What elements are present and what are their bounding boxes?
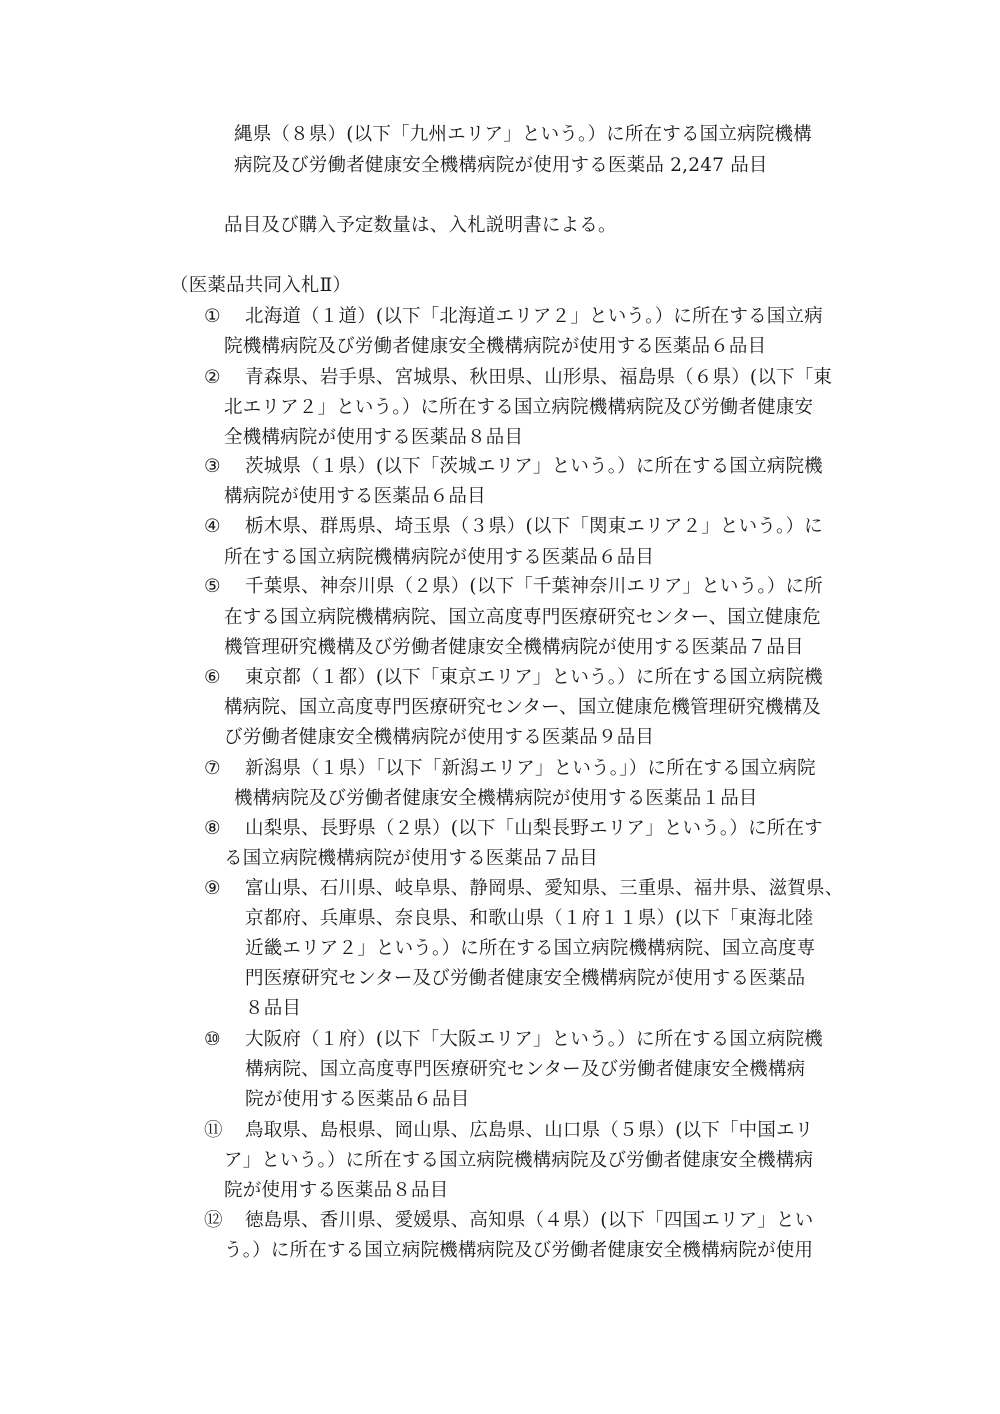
- text-line: 全機構病院が使用する医薬品８品目: [224, 427, 524, 448]
- text-line: 構病院が使用する医薬品６品目: [224, 486, 486, 507]
- section-heading: （医薬品共同入札Ⅱ）: [170, 275, 352, 296]
- item-marker: ④: [204, 516, 221, 537]
- text-line: 徳島県、香川県、愛媛県、高知県（４県）(以下「四国エリア」とい: [245, 1210, 814, 1231]
- text-line: 山梨県、長野県（２県）(以下「山梨長野エリア」という。）に所在す: [245, 818, 823, 839]
- text-line: 京都府、兵庫県、奈良県、和歌山県（１府１１県）(以下「東海北陸: [245, 908, 814, 929]
- text-line: 院機構病院及び労働者健康安全機構病院が使用する医薬品６品目: [224, 336, 767, 357]
- item-marker: ③: [204, 456, 221, 477]
- item-marker: ①: [204, 306, 221, 327]
- text-line: 構病院、国立高度専門医療研究センター、国立健康危機管理研究機構及: [224, 697, 821, 718]
- item-marker: ⑪: [204, 1120, 223, 1141]
- text-line: ８品目: [245, 998, 302, 1019]
- text-line: 千葉県、神奈川県（２県）(以下「千葉神奈川エリア」という。）に所: [245, 576, 823, 597]
- text-line: 院が使用する医薬品６品目: [245, 1089, 470, 1110]
- quantity-note: 品目及び購入予定数量は、入札説明書による。: [224, 215, 617, 236]
- item-marker: ⑨: [204, 878, 221, 899]
- text-line: 青森県、岩手県、宮城県、秋田県、山形県、福島県（６県）(以下「東: [245, 367, 833, 388]
- text-line: 院が使用する医薬品８品目: [224, 1180, 449, 1201]
- text-line: 機構病院及び労働者健康安全機構病院が使用する医薬品１品目: [234, 788, 758, 809]
- text-line: 縄県（８県）(以下「九州エリア」という。）に所在する国立病院機構: [234, 124, 812, 145]
- text-line: 病院及び労働者健康安全機構病院が使用する医薬品 2,247 品目: [234, 155, 768, 176]
- text-line: 門医療研究センター及び労働者健康安全機構病院が使用する医薬品: [245, 968, 806, 989]
- text-line: う。）に所在する国立病院機構病院及び労働者健康安全機構病院が使用: [224, 1240, 814, 1261]
- item-marker: ⑦: [204, 758, 221, 779]
- text-line: 茨城県（１県）(以下「茨城エリア」という。）に所在する国立病院機: [245, 456, 823, 477]
- text-line: 北海道（１道）(以下「北海道エリア２」という。）に所在する国立病: [245, 306, 823, 327]
- text-line: 近畿エリア２」という。）に所在する国立病院機構病院、国立高度専: [245, 938, 816, 959]
- text-line: 機管理研究機構及び労働者健康安全機構病院が使用する医薬品７品目: [224, 637, 804, 658]
- text-line: る国立病院機構病院が使用する医薬品７品目: [224, 848, 599, 869]
- text-line: 鳥取県、島根県、岡山県、広島県、山口県（５県）(以下「中国エリ: [245, 1120, 814, 1141]
- text-line: 所在する国立病院機構病院が使用する医薬品６品目: [224, 547, 655, 568]
- text-line: 大阪府（１府）(以下「大阪エリア」という。）に所在する国立病院機: [245, 1029, 823, 1050]
- text-line: び労働者健康安全機構病院が使用する医薬品９品目: [224, 727, 655, 748]
- text-line: 東京都（１都）(以下「東京エリア」という。）に所在する国立病院機: [245, 667, 823, 688]
- text-line: ア」という。）に所在する国立病院機構病院及び労働者健康安全機構病: [224, 1150, 814, 1171]
- text-line: 栃木県、群馬県、埼玉県（３県）(以下「関東エリア２」という。）に: [245, 516, 823, 537]
- item-marker: ⑧: [204, 818, 221, 839]
- item-marker: ⑩: [204, 1029, 221, 1050]
- item-marker: ⑤: [204, 576, 221, 597]
- text-line: 新潟県（１県）｢以下「新潟エリア」という。｣）に所在する国立病院: [245, 758, 816, 779]
- text-line: 構病院、国立高度専門医療研究センター及び労働者健康安全機構病: [245, 1059, 806, 1080]
- item-marker: ②: [204, 367, 221, 388]
- text-line: 富山県、石川県、岐阜県、静岡県、愛知県、三重県、福井県、滋賀県、: [245, 878, 844, 899]
- text-line: 北エリア２」という。）に所在する国立病院機構病院及び労働者健康安: [224, 397, 814, 418]
- item-marker: ⑫: [204, 1210, 223, 1231]
- text-line: 在する国立病院機構病院、国立高度専門医療研究センター、国立健康危: [224, 607, 821, 628]
- item-marker: ⑥: [204, 667, 221, 688]
